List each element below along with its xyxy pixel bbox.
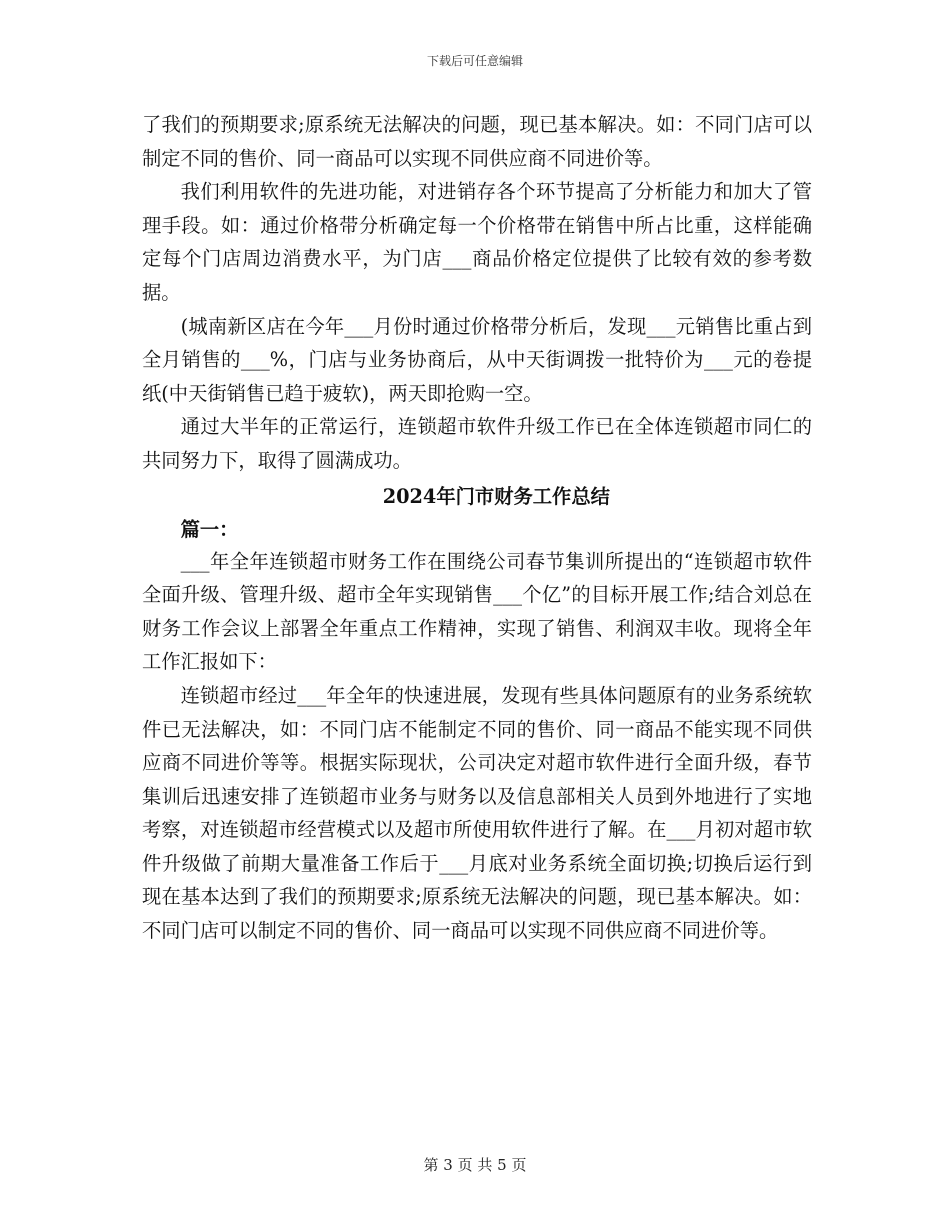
paragraph-system-upgrade: 连锁超市经过___年全年的快速进展，发现有些具体问题原有的业务系统软件已无法解决，如：不同门店不能制定不同的售价、同一商品不能实现不同供应商不同进价等等。根据实际现状，公司决定对超市软件进行全面升级，春节集训后迅速安排了连锁超市业务与财务以及信息部相关人员到外地进行了实地考察，对连锁超市经营模式以及超市所使用软件进行了解。在___月初对超市软件升级做了前期大量准备工作后于___月底对业务系统全面切换;切换后运行到现在基本达到了我们的预期要求;原系统无法解决的问题，现已基本解决。如：不同门店可以制定不同的售价、同一商品可以实现不同供应商不同进价等。 <box>142 683 812 943</box>
section-title: 2024年门市财务工作总结 <box>382 484 610 508</box>
paragraph-chengnan-store: (城南新区店在今年___月份时通过价格带分析后，发现___元销售比重占到全月销售的___%，门店与业务协商后，从中天街调拨一批特价为___元的卷提纸(中天街销售已趋于疲软)，两天即抢购一空。 <box>142 314 812 405</box>
paragraph-software-analysis: 我们利用软件的先进功能，对进销存各个环节提高了分析能力和加大了管理手段。如：通过价格带分析确定每一个价格带在销售中所占比重，这样能确定每个门店周边消费水平，为门店___商品价格定位提供了比较有效的参考数据。 <box>142 180 812 304</box>
paragraph-continuation: 了我们的预期要求;原系统无法解决的问题，现已基本解决。如：不同门店可以制定不同的售价、同一商品可以实现不同供应商不同进价等。 <box>142 113 812 170</box>
page-number: 第 3 页 共 5 页 <box>423 1156 527 1174</box>
section-subtitle: 篇一： <box>180 517 239 541</box>
paragraph-annual-work: ___年全年连锁超市财务工作在围绕公司春节集训所提出的“连锁超市软件全面升级、管理升级、超市全年实现销售___个亿”的目标开展工作;结合刘总在财务工作会议上部署全年重点工作精神，实现了销售、利润双丰收。现将全年工作汇报如下： <box>142 549 812 674</box>
paragraph-upgrade-success: 通过大半年的正常运行，连锁超市软件升级工作已在全体连锁超市同仁的共同努力下，取得了圆满成功。 <box>142 415 812 472</box>
header-note: 下载后可任意编辑 <box>426 54 523 68</box>
body-text <box>142 108 812 948</box>
